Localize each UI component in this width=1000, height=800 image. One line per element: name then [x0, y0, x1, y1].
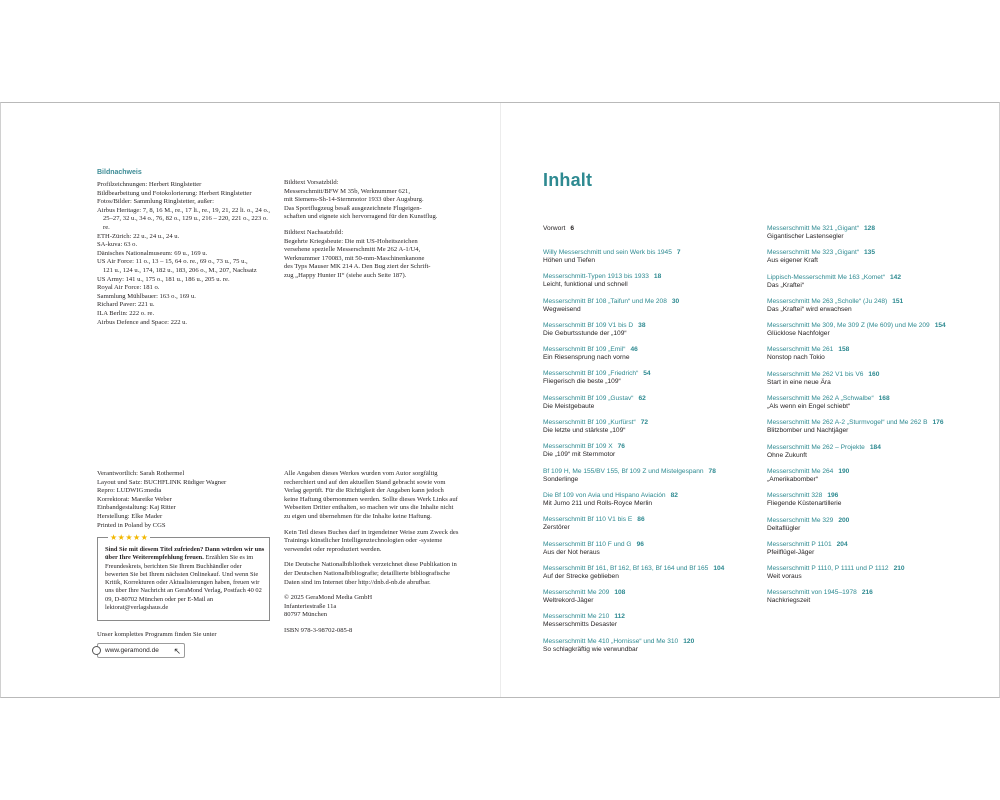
- toc-page-number: 7: [676, 249, 681, 256]
- rating-text: [105, 546, 265, 612]
- rating-body-text: Erzählen Sie es im Freundeskreis, berichten Sie Ihrem Buchhändler oder bewerten Sie bei Ihrem nächsten Onlinekauf. Und wenn Sie Kritik, Korrekturen oder Aktualisierungen haben, freuen wir uns über Ihre Nachricht an GeraMond Verlag, Postfach 40 02 09, D-80702 München oder per E-Mail an lektorat@verlagshaus.de: [105, 554, 262, 612]
- toc-chapter-title: [767, 273, 982, 282]
- page-gutter: [500, 103, 501, 697]
- toc-entry: [767, 418, 982, 442]
- imprint-line: Einbandgestaltung: Kaj Ritter: [97, 504, 176, 512]
- toc-page-number: 96: [636, 540, 644, 548]
- caption-line: schaften und eignete sich hervorragend für den Kunstflug.: [284, 213, 438, 221]
- toc-chapter-title: [543, 637, 758, 646]
- toc-page-number: 196: [827, 492, 839, 500]
- toc-subtitle: Glücklose Nachfolger: [767, 330, 830, 338]
- globe-icon: [92, 646, 101, 655]
- toc-chapter-title: [767, 588, 982, 597]
- toc-entry: [543, 297, 758, 321]
- toc-chapter-label: Messerschmitt Bf 109 „Emil“: [543, 346, 626, 354]
- toc-chapter-title: [543, 588, 758, 597]
- book-spread: [0, 102, 1000, 698]
- toc-page-number: 154: [934, 322, 946, 330]
- toc-entry: [767, 224, 982, 248]
- credits-line: Fotos/Bilder: Sammlung Ringlstetter, außer:: [97, 198, 214, 206]
- toc-page-number: 128: [863, 225, 875, 232]
- toc-chapter-title: [767, 443, 982, 452]
- toc-chapter-label: Messerschmitt Bf 108 „Taifun“ und Me 208: [543, 297, 667, 305]
- isbn: ISBN 978-3-98702-085-8: [284, 626, 353, 634]
- toc-entry: [767, 443, 982, 467]
- toc-subtitle: Fliegende Küstenartillerie: [767, 500, 842, 508]
- toc-chapter-label: Messerschmitt P 1101: [767, 540, 832, 548]
- toc-page-number: 216: [861, 589, 873, 597]
- toc-page-number: 72: [640, 419, 649, 427]
- rating-bold-text: Sind Sie mit diesem Titel zufrieden? Dann würden wir uns über Ihre Weiterempfehlung freuen.: [105, 546, 265, 562]
- toc-subtitle: Ohne Zukunft: [767, 451, 807, 459]
- toc-subtitle: Die Geburtsstunde der „109“: [543, 329, 627, 337]
- imprint-line: Korrektorat: Mareike Weber: [97, 495, 172, 503]
- toc-subtitle: Pfeilflügel-Jäger: [767, 548, 815, 556]
- credits-line: 121 u., 124 u., 174, 182 u., 183, 206 o., M., 207, Nachsatz: [103, 266, 257, 274]
- toc-chapter-label: Messerschmitt Me 262 A-2 „Sturmvogel“ und Me 262 B: [767, 419, 928, 427]
- legal-paragraph: Die Deutsche Nationalbibliothek verzeichnet diese Publikation in der Deutschen Nationalbibliografie; detaillierte bibliografische Daten sind im Internet über http://dnb.d-nb.de abrufbar.: [284, 561, 457, 586]
- toc-page-number: 104: [713, 564, 725, 572]
- toc-chapter-title: [543, 467, 758, 476]
- toc-subtitle: Weit voraus: [767, 573, 802, 581]
- toc-subtitle: „Amerikabomber“: [767, 475, 818, 483]
- toc-chapter-title: [767, 321, 982, 330]
- toc-chapter-title: [543, 345, 758, 354]
- toc-entry: [767, 564, 982, 588]
- toc-page-number: 54: [643, 370, 651, 378]
- imprint: [97, 470, 272, 530]
- toc-subtitle: Leicht, funktional und schnell: [543, 281, 628, 289]
- toc-chapter-label: Messerschmitt Bf 110 V1 bis E: [543, 516, 633, 524]
- toc-subtitle: Deltaflügler: [767, 524, 801, 532]
- toc-subtitle: Das „Kraftei“: [767, 281, 805, 289]
- toc-chapter-title: [767, 467, 982, 476]
- toc-entry: [767, 491, 982, 515]
- toc-page-number: 108: [614, 589, 626, 597]
- toc-chapter-label: Messerschmitt Bf 109 „Kurfürst“: [543, 419, 636, 427]
- toc-entry: [543, 637, 758, 661]
- toc-chapter-title: [767, 491, 982, 500]
- toc-entry: [767, 467, 982, 491]
- credits-line: 25–27, 32 u., 34 o., 76, 82 o., 129 u., 216 – 220, 221 o., 223 o. re.: [103, 215, 268, 231]
- toc-chapter-title: [543, 369, 758, 378]
- toc-chapter-title: [767, 516, 982, 525]
- toc-chapter-label: Messerschmitt Me 321 „Gigant“: [767, 225, 859, 232]
- toc-chapter-label: Messerschmitt Bf 109 X: [543, 443, 613, 451]
- toc-subtitle: Zerstörer: [543, 524, 570, 532]
- toc-column-right: [767, 224, 982, 613]
- toc-entry: [767, 540, 982, 564]
- toc-page-number: 86: [637, 516, 645, 524]
- toc-chapter-title: [543, 612, 758, 621]
- toc-page-number: 82: [670, 491, 678, 499]
- toc-chapter-label: Messerschmitt Me 261: [767, 346, 834, 354]
- toc-subtitle: „Als wenn ein Engel schiebt“: [767, 403, 851, 411]
- toc-chapter-label: Messerschmitt Me 209: [543, 589, 610, 597]
- toc-subtitle: Mit Jumo 211 und Rolls-Royce Merlin: [543, 499, 653, 507]
- toc-chapter-label: Messerschmitt Me 210: [543, 613, 610, 621]
- toc-page-number: 6: [570, 225, 575, 232]
- toc-page-number: 190: [838, 467, 850, 475]
- toc-entry: [543, 394, 758, 418]
- toc-entry: [543, 612, 758, 636]
- toc-page-number: 142: [890, 273, 902, 281]
- toc-chapter-label: Messerschmitt Bf 109 „Gustav“: [543, 394, 634, 402]
- caption-line: des Typs Mauser MK 214 A. Den Bug ziert der Schrift-: [284, 263, 431, 271]
- caption-line: Bildtext Nachsatzbild:: [284, 228, 344, 236]
- toc-page-number: 168: [878, 395, 890, 403]
- credits-body: [97, 181, 272, 327]
- toc-chapter-title: [767, 345, 982, 354]
- toc-subtitle: Die „109“ mit Sternmotor: [543, 451, 616, 459]
- toc-subtitle: Fliegerisch die beste „109“: [543, 378, 621, 386]
- toc-chapter-title: [767, 248, 982, 257]
- toc-chapter-label: Willy Messerschmitt und sein Werk bis 1945: [543, 249, 672, 256]
- toc-subtitle: Auf der Strecke geblieben: [543, 572, 619, 580]
- toc-chapter-label: Bf 109 H, Me 155/BV 155, Bf 109 Z und Mistelgespann: [543, 467, 704, 475]
- toc-chapter-label: Messerschmitt Bf 109 V1 bis D: [543, 321, 634, 329]
- toc-chapter-label: Messerschmitt Me 329: [767, 516, 834, 524]
- toc-chapter-title: [543, 564, 758, 573]
- caption-line: Messerschmitt/BFW M 35b, Werknummer 621,: [284, 187, 410, 195]
- caption-line: Werknummer 170083, mit 50-mm-Maschinenkanone: [284, 254, 425, 262]
- toc-chapter-title: [543, 321, 758, 330]
- toc-chapter-label: Messerschmitt 328: [767, 492, 823, 500]
- imprint-line: Layout und Satz: BUCHFLINK Rüdiger Wagner: [97, 478, 227, 486]
- toc-page-number: 46: [630, 346, 638, 354]
- toc-chapter-title: [543, 540, 758, 549]
- programm-text: Unser komplettes Programm finden Sie unter: [97, 631, 217, 638]
- toc-title: Inhalt: [543, 170, 593, 190]
- toc-chapter-title: [767, 297, 982, 306]
- toc-chapter-title: [543, 394, 758, 403]
- toc-page-number: 210: [893, 565, 905, 573]
- toc-entry: [543, 248, 758, 272]
- website-link[interactable]: [97, 643, 185, 658]
- toc-chapter-title: [543, 297, 758, 306]
- credits-line: ETH-Zürich: 22 u., 24 u., 24 u.: [97, 232, 180, 240]
- toc-entry: [767, 297, 982, 321]
- credits-line: Bildbearbeitung und Fotokolorierung: Herbert Ringlstetter: [97, 189, 252, 197]
- toc-chapter-title: [543, 442, 758, 451]
- toc-entry: [767, 321, 982, 345]
- toc-subtitle: Ein Riesensprung nach vorne: [543, 354, 630, 362]
- toc-entry: [543, 491, 758, 515]
- toc-entry: [767, 516, 982, 540]
- caption-line: Das Sportflugzeug besaß ausgezeichnete Flugeigen-: [284, 204, 422, 212]
- toc-chapter-label: Messerschmitt Me 263 „Scholle“ (Ju 248): [767, 297, 888, 305]
- toc-subtitle: Sonderlinge: [543, 475, 579, 483]
- toc-chapter-label: Messerschmitt Me 262 A „Schwalbe“: [767, 395, 874, 403]
- toc-entry: [543, 467, 758, 491]
- credits-title: Bildnachweis: [97, 169, 142, 176]
- toc-page-number: 176: [932, 419, 944, 427]
- caption-line: zug „Happy Hunter II“ (siehe auch Seite 187).: [284, 271, 407, 279]
- credits-line: Richard Paver: 221 u.: [97, 301, 155, 309]
- toc-column-left: [543, 224, 758, 661]
- toc-page-number: 158: [838, 346, 850, 354]
- toc-subtitle: Weltrekord-Jäger: [543, 597, 594, 605]
- toc-entry: [767, 370, 982, 394]
- toc-subtitle: So schlagkräftig wie verwundbar: [543, 645, 638, 653]
- toc-subtitle: Blitzbomber und Nachtjäger: [767, 427, 849, 435]
- toc-entry: [543, 369, 758, 393]
- toc-page-number: 151: [892, 297, 904, 305]
- toc-chapter-label: Messerschmitt-Typen 1913 bis 1933: [543, 273, 649, 281]
- toc-entry: [543, 588, 758, 612]
- credits-line: US Air Force: 11 o., 13 – 15, 64 o. re., 69 o., 73 u., 75 u.,: [97, 258, 248, 266]
- toc-chapter-title: [767, 418, 982, 427]
- toc-entry: [543, 418, 758, 442]
- toc-chapter-label: Messerschmitt Me 323 „Gigant“: [767, 249, 859, 257]
- address-line: Infanteriestraße 11a: [284, 602, 337, 610]
- imprint-line: Herstellung: Elke Mader: [97, 512, 163, 520]
- address-line: © 2025 GeraMond Media GmbH: [284, 594, 373, 602]
- toc-entry: [767, 588, 982, 612]
- toc-page-number: 200: [838, 516, 850, 524]
- legal-paragraph: Alle Angaben dieses Werkes wurden vom Autor sorgfältig recherchiert und auf den aktuellen Stand gebracht sowie vom Verlag geprüft. Für die Richtigkeit der Angaben kann jedoch keine Haftung übernommen werden. Sollte dieses Werk Links auf Webseiten Dritter enthalten, so machen wir uns die Inhalte nicht zu eigen und übernehmen für die Inhalte keine Haftung.: [284, 470, 458, 520]
- toc-entry: [543, 515, 758, 539]
- rating-box: [97, 533, 270, 621]
- toc-entry: [543, 345, 758, 369]
- credits-line: Profilzeichnungen: Herbert Ringlstetter: [97, 181, 202, 188]
- star-rating-icon: ★★★★★: [110, 533, 149, 542]
- credits-line: Royal Air Force: 181 o.: [97, 284, 160, 292]
- toc-subtitle: Gigantischer Lastensegler: [767, 233, 844, 240]
- toc-page-number: 18: [653, 273, 662, 281]
- address-line: 80797 München: [284, 611, 328, 619]
- toc-entry: [543, 321, 758, 345]
- toc-subtitle: Die letzte und stärkste „109“: [543, 427, 626, 435]
- toc-page-number: 135: [863, 249, 875, 257]
- credits-line: Dänisches Nationalmuseum: 69 u., 169 u.: [97, 249, 208, 257]
- toc-chapter-label: Lippisch-Messerschmitt Me 163 „Komet“: [767, 273, 885, 281]
- toc-subtitle: Nachkriegszeit: [767, 597, 811, 605]
- toc-entry: [767, 273, 982, 297]
- toc-page-number: 78: [708, 467, 716, 475]
- toc-chapter-label: Messerschmitt Bf 110 F und G: [543, 540, 632, 548]
- caption-line: mit Siemens-Sh-14-Sternmotor 1933 über Augsburg.: [284, 196, 424, 204]
- toc-entry: [543, 272, 758, 296]
- credits-line: SA-kuva: 63 o.: [97, 241, 138, 249]
- toc-entry: [767, 248, 982, 272]
- website-url[interactable]: www.geramond.de: [105, 647, 159, 654]
- imprint-line: Verantwortlich: Sarah Rothermel: [97, 470, 185, 477]
- toc-chapter-label: Die Bf 109 von Avia und Hispano Aviación: [543, 491, 666, 499]
- credits-line: Airbus Defence and Space: 222 u.: [97, 318, 188, 326]
- toc-page-number: 76: [617, 443, 625, 451]
- toc-chapter-title: [767, 370, 982, 379]
- toc-chapter-label: Messerschmitt Me 264: [767, 467, 834, 475]
- toc-chapter-title: [543, 515, 758, 524]
- toc-page-number: 184: [869, 443, 881, 451]
- toc-subtitle: Das „Kraftei“ wird erwachsen: [767, 305, 852, 313]
- legal-paragraph: Kein Teil dieses Buches darf in irgendeiner Weise zum Zweck des Trainings künstlicher Intelligenztechnologien oder -systeme verwendet oder reproduziert werden.: [284, 528, 459, 553]
- toc-page-number: 120: [683, 637, 695, 645]
- toc-entry: [543, 442, 758, 466]
- imprint-line: Printed in Poland by CGS: [97, 521, 166, 529]
- toc-page-number: 204: [836, 540, 848, 548]
- toc-chapter-label: Messerschmitt Me 262 – Projekte: [767, 443, 865, 451]
- toc-subtitle: Die Meistgebaute: [543, 402, 595, 410]
- toc-entry: [767, 345, 982, 369]
- toc-chapter-title: [767, 540, 982, 549]
- image-captions: [284, 179, 459, 281]
- toc-subtitle: Start in eine neue Ära: [767, 378, 831, 386]
- toc-entry: [543, 564, 758, 588]
- legal-notice: [284, 470, 459, 636]
- caption-line: versehene spezielle Messerschmitt Me 262 A-1/U4,: [284, 246, 421, 254]
- toc-subtitle: Wegweisend: [543, 305, 581, 313]
- credits-line: Airbus Heritage: 7, 8, 16 M., re., 17 li., re., 19, 21, 22 li. o., 24 o.,: [97, 206, 271, 214]
- cursor-icon: ↖: [173, 646, 181, 656]
- toc-chapter-title: [767, 224, 982, 233]
- credits-line: Sammlung Mühlbauer: 163 o., 169 u.: [97, 292, 196, 300]
- toc-subtitle: Messerschmitts Desaster: [543, 621, 618, 629]
- toc-chapter-label: Messerschmitt Bf 109 „Friedrich“: [543, 370, 639, 378]
- toc-vorwort-label: Vorwort: [543, 225, 566, 232]
- toc-chapter-title: [543, 272, 758, 281]
- credits-line: US Army: 141 u., 175 o., 181 u., 186 u., 205 u. re.: [97, 275, 230, 283]
- toc-chapter-title: [543, 418, 758, 427]
- toc-page-number: 112: [614, 613, 625, 621]
- toc-chapter-label: Messerschmitt P 1110, P 1111 und P 1112: [767, 565, 889, 573]
- toc-vorwort: [543, 224, 758, 233]
- toc-subtitle: Aus eigener Kraft: [767, 257, 818, 265]
- toc-chapter-label: Messerschmitt Me 309, Me 309 Z (Me 609) und Me 209: [767, 322, 930, 330]
- caption-line: Begehrte Kriegsbeute: Die mit US-Hoheitszeichen: [284, 237, 418, 245]
- caption-line: Bildtext Vorsatzbild:: [284, 179, 339, 186]
- toc-entry: [767, 394, 982, 418]
- toc-subtitle: Höhen und Tiefen: [543, 257, 596, 264]
- toc-chapter-title: [767, 394, 982, 403]
- toc-chapter-title: [767, 564, 982, 573]
- toc-subtitle: Aus der Not heraus: [543, 548, 600, 556]
- credits-line: ILA Berlin: 222 o. re.: [97, 309, 155, 317]
- toc-chapter-label: Messerschmitt von 1945–1978: [767, 589, 857, 597]
- imprint-line: Repro: LUDWIG:media: [97, 487, 162, 495]
- toc-chapter-label: Messerschmitt Me 262 V1 bis V6: [767, 370, 864, 378]
- toc-page-number: 38: [638, 321, 646, 329]
- toc-chapter-label: Messerschmitt Me 410 „Hornisse“ und Me 310: [543, 637, 679, 645]
- toc-entry: [543, 540, 758, 564]
- toc-subtitle: Nonstop nach Tokio: [767, 354, 825, 362]
- toc-page-number: 160: [868, 370, 880, 378]
- toc-page-number: 62: [638, 394, 646, 402]
- toc-chapter-title: [543, 248, 758, 257]
- toc-chapter-title: [543, 491, 758, 500]
- toc-chapter-label: Messerschmitt Bf 161, Bf 162, Bf 163, Bf 164 und Bf 165: [543, 564, 709, 572]
- toc-page-number: 30: [671, 297, 680, 305]
